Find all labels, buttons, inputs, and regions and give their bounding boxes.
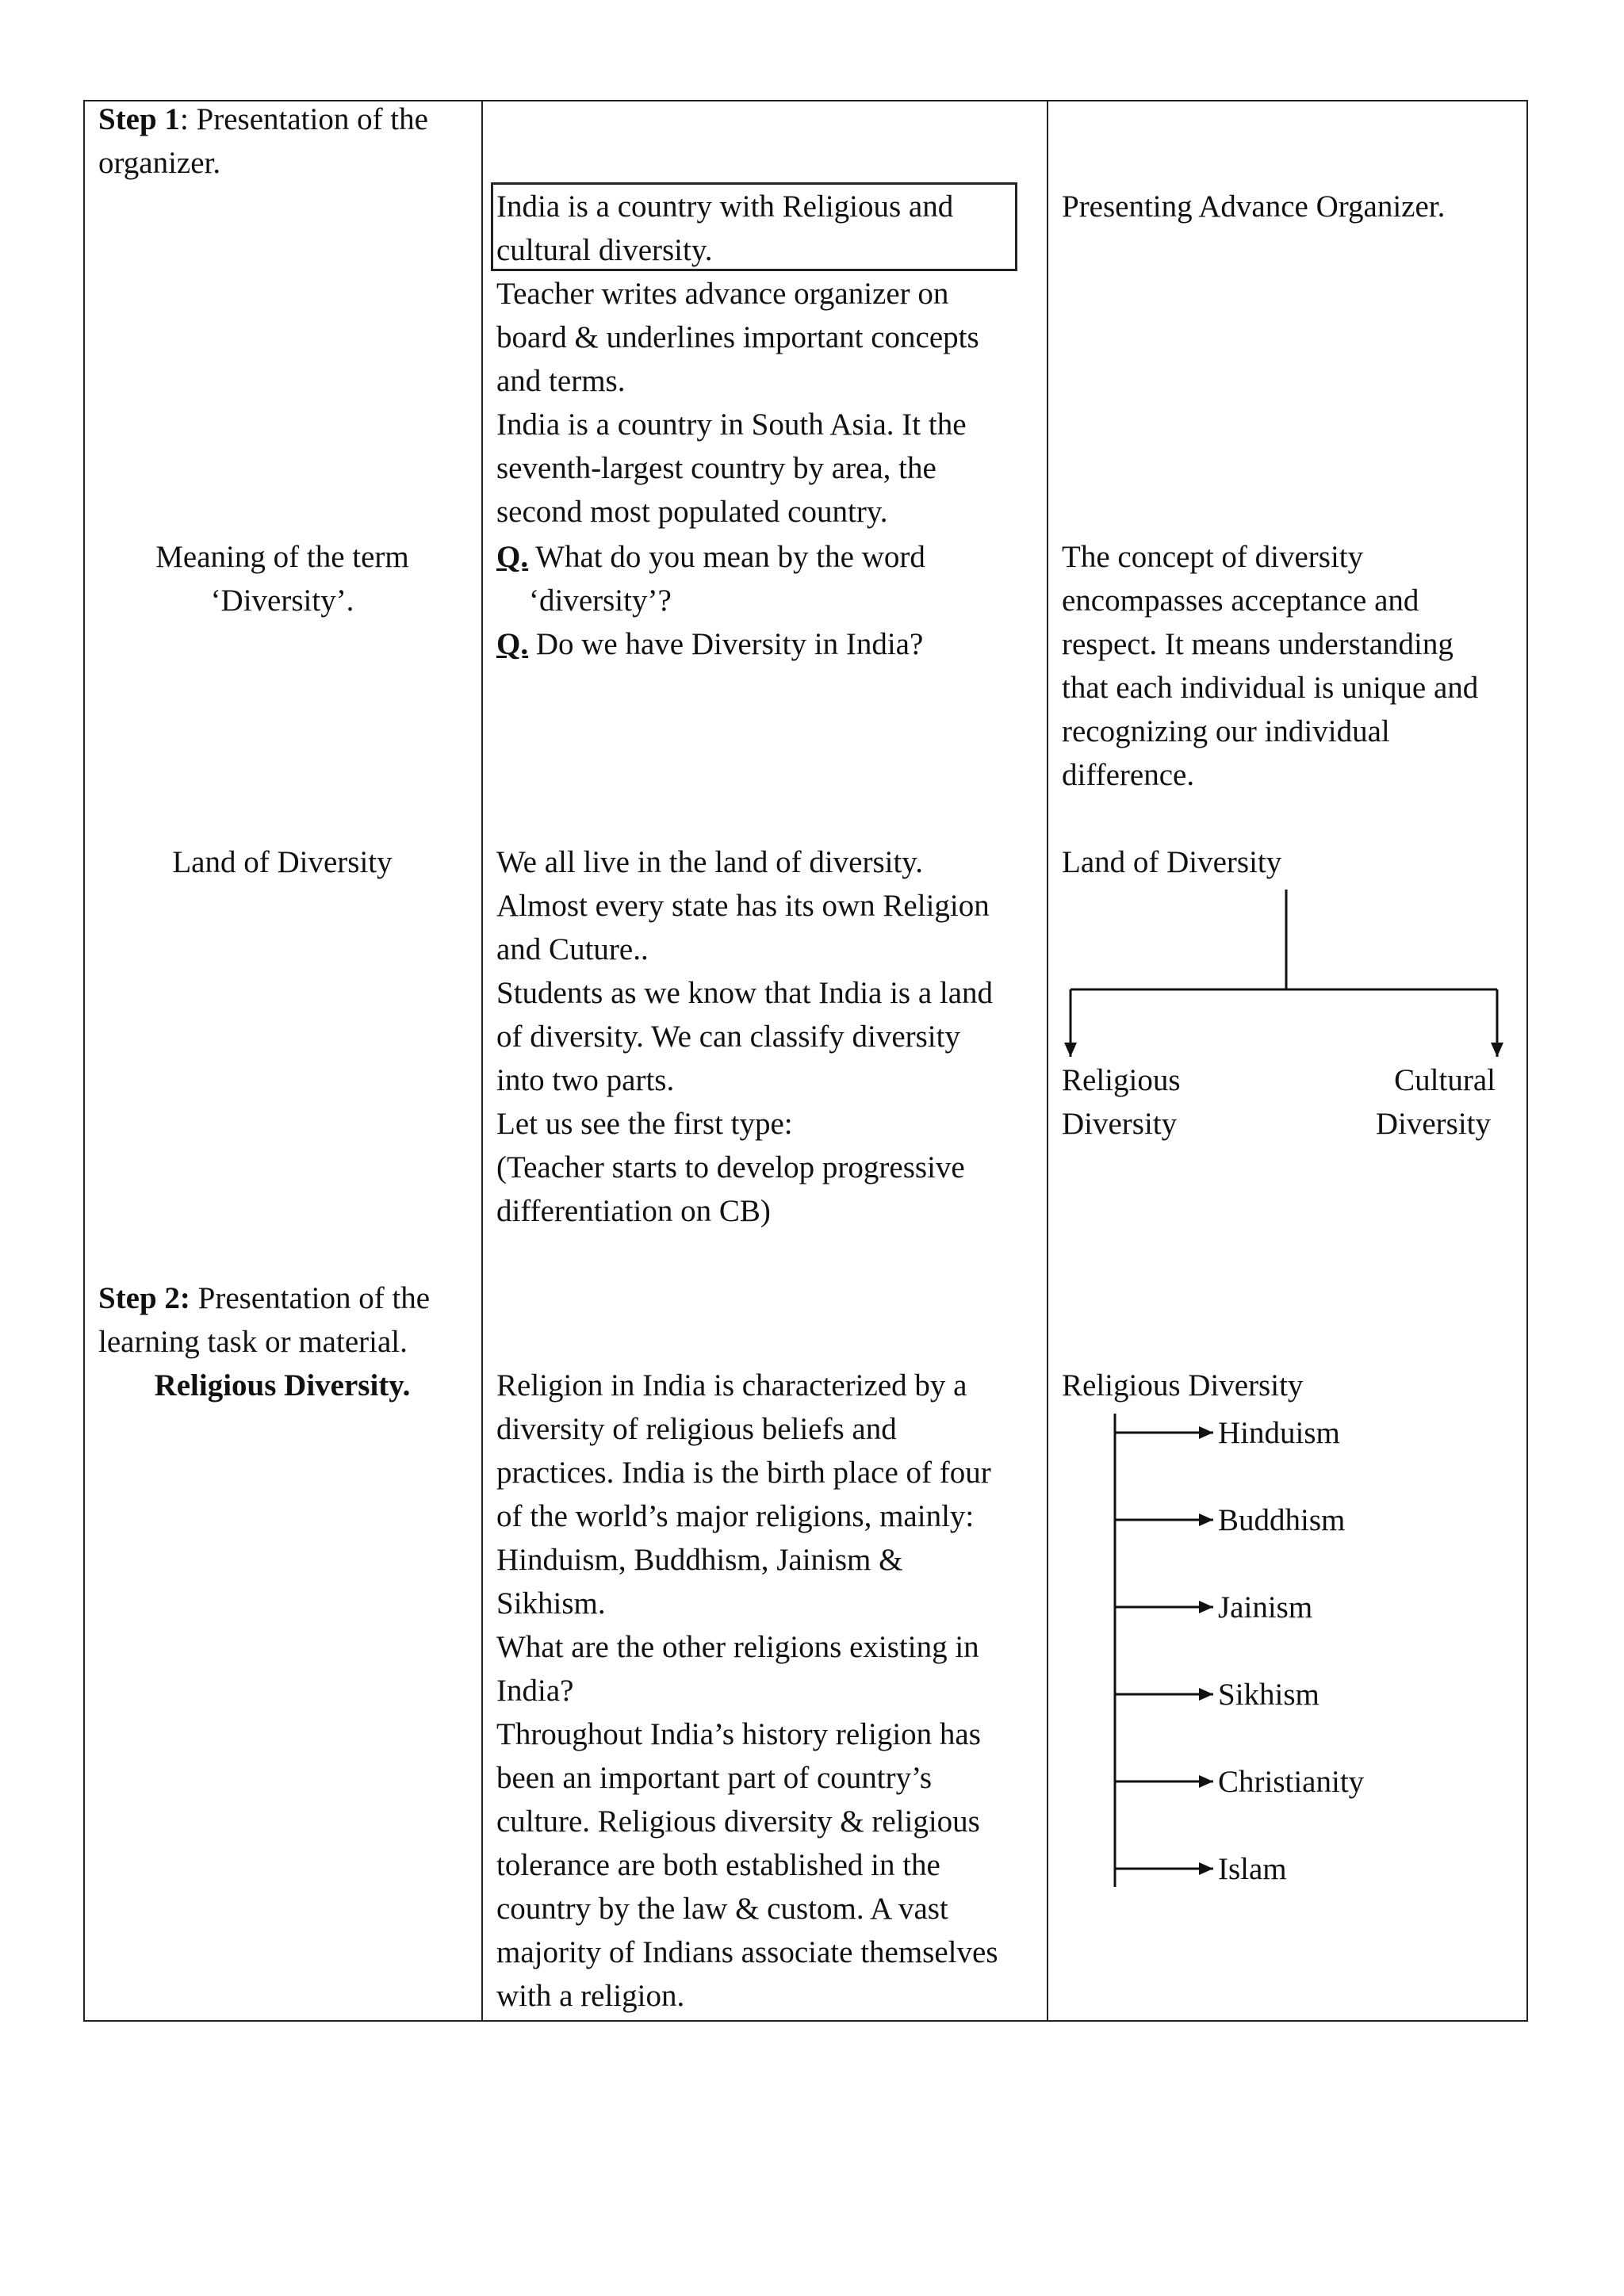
religion-text: of the world’s major religions, mainly: xyxy=(496,1499,975,1533)
religion-text: Sikhism. xyxy=(496,1586,606,1621)
land-label: Land of Diversity xyxy=(172,845,393,879)
land-text: (Teacher starts to develop progressive xyxy=(496,1150,965,1184)
land-text: We all live in the land of diversity. xyxy=(496,845,924,879)
religion-item: Christianity xyxy=(1218,1765,1365,1799)
religion-item: Islam xyxy=(1218,1852,1287,1886)
tree-left-label-line2: Diversity xyxy=(1062,1107,1178,1141)
religion-text: India? xyxy=(496,1674,574,1708)
concept-text: respect. It means understanding xyxy=(1062,627,1454,661)
religion-text: Throughout India’s history religion has xyxy=(496,1717,981,1751)
religion-text: Hinduism, Buddhism, Jainism & xyxy=(496,1543,903,1577)
land-text: of diversity. We can classify diversity xyxy=(496,1020,960,1054)
teacher-text: India is a country in South Asia. It the xyxy=(496,408,967,442)
tree-right-label-line2: Diversity xyxy=(1375,1107,1491,1141)
land-text: differentiation on CB) xyxy=(496,1194,771,1228)
question-1-line2: ‘diversity’? xyxy=(529,584,672,618)
question-2: Q. Do we have Diversity in India? xyxy=(496,627,924,661)
teacher-text: Teacher writes advance organizer on xyxy=(496,277,949,311)
meaning-label: Meaning of the term xyxy=(155,540,409,574)
religious-diversity-label: Religious Diversity. xyxy=(154,1368,411,1402)
tree-root-label: Land of Diversity xyxy=(1062,845,1282,879)
religion-text: What are the other religions existing in xyxy=(496,1630,979,1664)
religion-text: country by the law & custom. A vast xyxy=(496,1892,948,1926)
religion-tree xyxy=(1115,1414,1213,1887)
land-text: Students as we know that India is a land xyxy=(496,976,994,1010)
land-tree xyxy=(1071,890,1497,1057)
religion-item: Sikhism xyxy=(1218,1678,1320,1712)
religion-item: Buddhism xyxy=(1218,1503,1346,1537)
land-text: Almost every state has its own Religion xyxy=(496,889,990,923)
concept-text: difference. xyxy=(1062,758,1195,792)
question-1: Q. What do you mean by the word xyxy=(496,540,925,574)
religion-text: Religion in India is characterized by a xyxy=(496,1368,967,1402)
meaning-label-line2: ‘Diversity’. xyxy=(210,584,354,618)
concept-text: encompasses acceptance and xyxy=(1062,584,1419,618)
step1-heading-line2: organizer. xyxy=(98,146,221,180)
religion-text: culture. Religious diversity & religious xyxy=(496,1804,980,1839)
teacher-text: board & underlines important concepts xyxy=(496,320,979,354)
land-text: Let us see the first type: xyxy=(496,1107,793,1141)
step1-heading: Step 1: Presentation of the xyxy=(98,102,428,136)
tree-right-label: Cultural xyxy=(1394,1063,1496,1097)
religion-text: diversity of religious beliefs and xyxy=(496,1412,897,1446)
religion-text: with a religion. xyxy=(496,1979,685,2013)
presenting-text: Presenting Advance Organizer. xyxy=(1062,189,1446,224)
religion-item: Jainism xyxy=(1218,1590,1313,1624)
land-text: and Cuture.. xyxy=(496,932,649,966)
teacher-text: seventh-largest country by area, the xyxy=(496,451,936,485)
religion-item: Hinduism xyxy=(1218,1416,1340,1450)
concept-text: that each individual is unique and xyxy=(1062,671,1479,705)
concept-text: recognizing our individual xyxy=(1062,714,1390,748)
religion-text: practices. India is the birth place of four xyxy=(496,1456,991,1490)
teacher-text: and terms. xyxy=(496,364,626,398)
land-text: into two parts. xyxy=(496,1063,675,1097)
boxed-text: India is a country with Religious and xyxy=(496,189,954,224)
tree-left-label: Religious xyxy=(1062,1063,1181,1097)
concept-text: The concept of diversity xyxy=(1062,540,1364,574)
step2-heading-line2: learning task or material. xyxy=(98,1325,408,1359)
religion-text: tolerance are both established in the xyxy=(496,1848,940,1882)
step2-heading: Step 2: Presentation of the xyxy=(98,1281,431,1315)
teacher-text: second most populated country. xyxy=(496,495,888,529)
religion-text: majority of Indians associate themselves xyxy=(496,1935,998,1969)
boxed-text-line2: cultural diversity. xyxy=(496,233,713,267)
religion-tree-root: Religious Diversity xyxy=(1062,1368,1304,1402)
religion-text: been an important part of country’s xyxy=(496,1761,933,1795)
